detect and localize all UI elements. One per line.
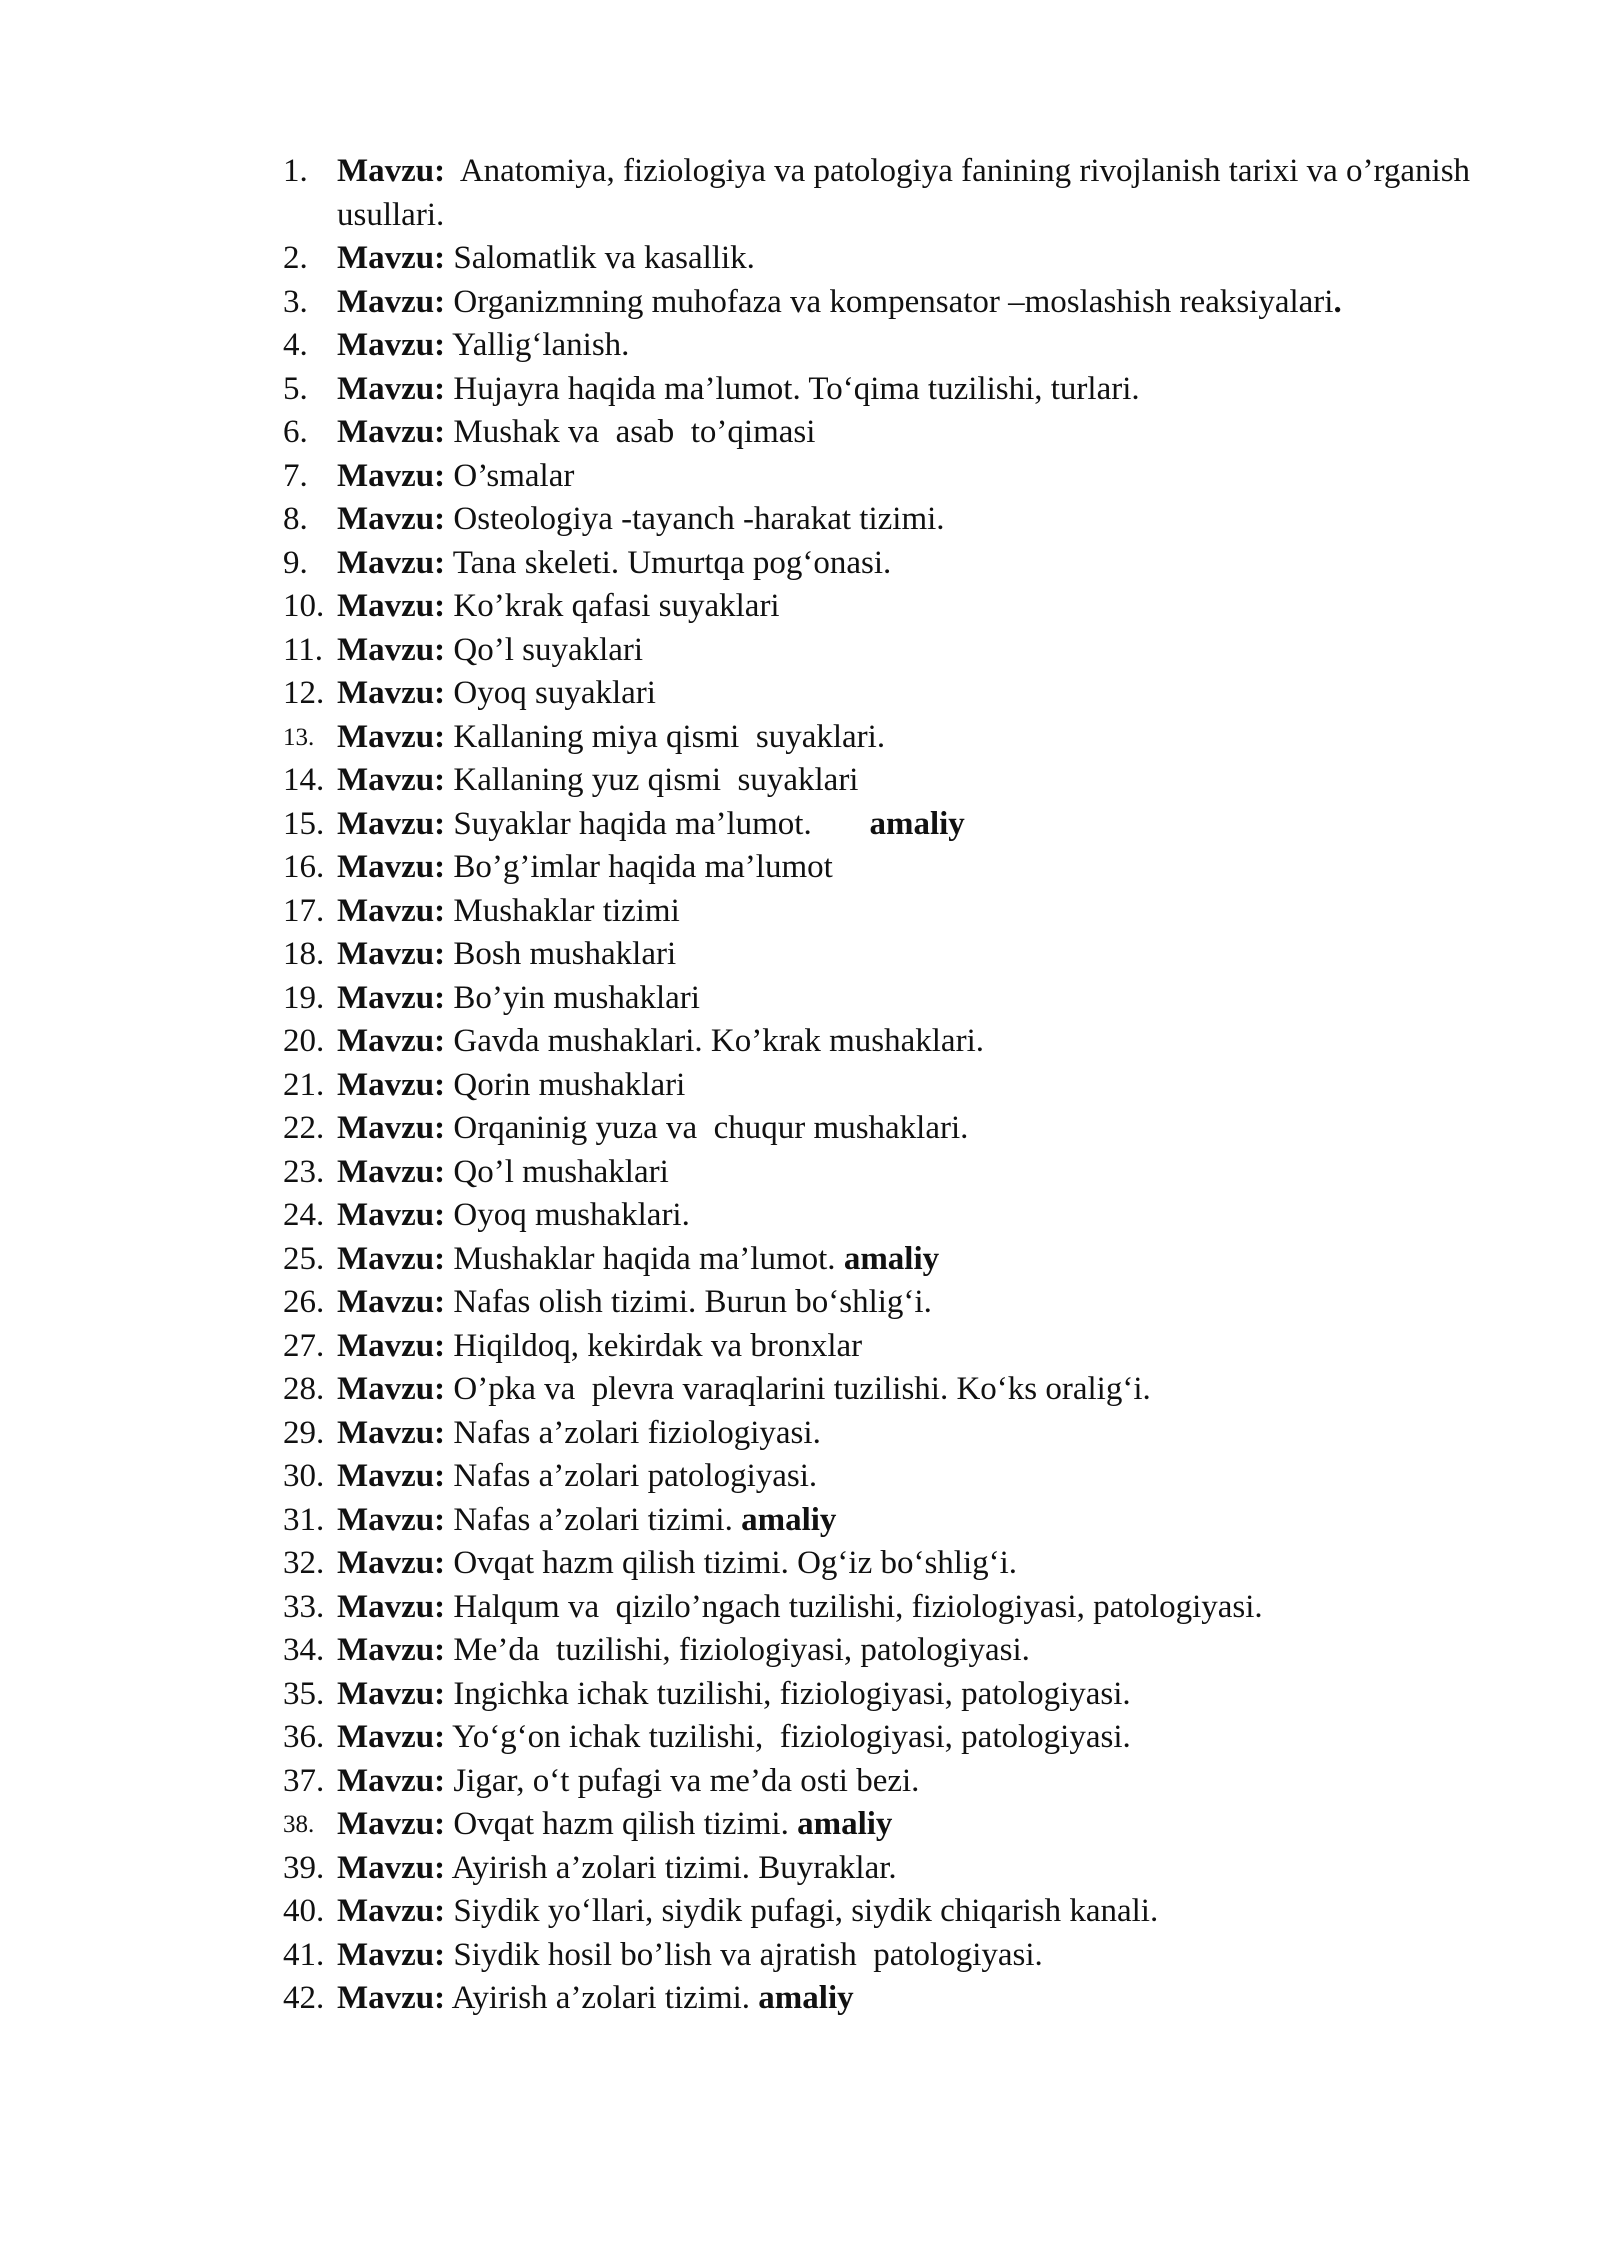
topic-number: 10.	[283, 588, 325, 624]
topic-title: Bo’g’imlar haqida ma’lumot	[445, 849, 833, 885]
topic-item	[283, 977, 1503, 1021]
topic-label: Mavzu:	[337, 283, 446, 320]
topic-label: Mavzu:	[337, 1675, 446, 1712]
topic-label: Mavzu:	[337, 370, 446, 407]
topic-content	[337, 716, 1503, 760]
topic-title: Yo‘g‘on ichak tuzilishi, fiziologiyasi, patologiyasi.	[445, 1719, 1131, 1755]
topic-title: Siydik hosil bo’lish va ajratish patologiyasi.	[445, 1936, 1043, 1973]
topic-title: Kallaning yuz qismi suyaklari	[445, 762, 859, 798]
topic-content	[337, 1629, 1503, 1673]
topic-title: Orqaninig yuza va chuqur mushaklari.	[445, 1110, 969, 1146]
topic-content	[337, 1020, 1503, 1064]
topic-title: Organizmning muhofaza va kompensator –moslashish reaksiyalari	[445, 283, 1334, 320]
topic-number: 1.	[283, 153, 308, 189]
topic-number: 25.	[283, 1240, 325, 1277]
topic-label: Mavzu:	[337, 1284, 446, 1320]
topic-number: 42.	[283, 1980, 325, 2016]
topic-label: Mavzu:	[337, 805, 446, 842]
topic-content	[337, 498, 1503, 542]
topic-item	[283, 803, 1503, 847]
topic-number: 26.	[283, 1284, 325, 1320]
topic-number: 7.	[283, 457, 308, 494]
topic-number: 15.	[283, 805, 325, 842]
topic-number: 21.	[283, 1066, 325, 1103]
topic-item	[283, 1673, 1503, 1717]
topic-title: Osteologiya -tayanch -harakat tizimi.	[445, 501, 945, 537]
topic-item	[283, 629, 1503, 673]
topic-label: Mavzu:	[337, 1501, 446, 1538]
topic-content	[337, 977, 1503, 1021]
topic-label: Mavzu:	[337, 1588, 446, 1625]
topic-item	[283, 1934, 1503, 1978]
topic-item	[283, 324, 1503, 368]
topic-title: Mushaklar haqida ma’lumot.	[445, 1240, 844, 1277]
topic-number: 18.	[283, 936, 325, 972]
topic-title: Hiqildoq, kekirdak va bronxlar	[445, 1327, 863, 1364]
topic-number: 6.	[283, 414, 308, 450]
topic-number: 17.	[283, 892, 325, 929]
topic-title: Nafas olish tizimi. Burun bo‘shlig‘i.	[445, 1284, 932, 1320]
topic-note: amaliy	[797, 1806, 893, 1842]
topic-note: amaliy	[758, 1980, 854, 2016]
topic-label: Mavzu:	[337, 1849, 446, 1886]
topic-title: Qo’l suyaklari	[445, 631, 644, 668]
topic-label: Mavzu:	[337, 1414, 446, 1451]
topic-title: Mushak va asab to’qimasi	[445, 414, 816, 450]
topic-item	[283, 1586, 1503, 1630]
topic-number: 14.	[283, 762, 325, 798]
topic-number: 30.	[283, 1458, 325, 1494]
topic-number: 23.	[283, 1153, 325, 1190]
topic-label: Mavzu:	[337, 892, 446, 929]
topic-item	[283, 672, 1503, 716]
topic-title: Hujayra haqida ma’lumot. To‘qima tuzilishi, turlari.	[445, 370, 1140, 407]
topic-title: Halqum va qizilo’ngach tuzilishi, fiziologiyasi, patologiyasi.	[445, 1588, 1263, 1625]
topic-label: Mavzu:	[337, 588, 446, 624]
topic-content	[337, 1281, 1503, 1325]
topic-content	[337, 324, 1503, 368]
topic-item	[283, 1412, 1503, 1456]
topic-label: Mavzu:	[337, 1632, 446, 1668]
topic-number: 11.	[283, 631, 324, 668]
topic-item	[283, 1064, 1503, 1108]
topic-content	[337, 237, 1503, 281]
topic-title: Ayirish a’zolari tizimi. Buyraklar.	[445, 1849, 897, 1886]
topic-number: 13.	[283, 723, 315, 751]
topic-number: 41.	[283, 1936, 325, 1973]
topic-item	[283, 1151, 1503, 1195]
topic-item	[283, 846, 1503, 890]
topic-label: Mavzu:	[337, 1110, 446, 1146]
topic-number: 12.	[283, 675, 325, 711]
topic-item	[283, 455, 1503, 499]
topic-content	[337, 1194, 1503, 1238]
topic-content	[337, 455, 1503, 499]
topic-number: 34.	[283, 1632, 325, 1668]
topic-title: Qorin mushaklari	[445, 1066, 686, 1103]
topic-content	[337, 1107, 1503, 1151]
topic-content	[337, 281, 1503, 325]
topic-number: 4.	[283, 327, 308, 363]
topic-content	[337, 1716, 1503, 1760]
topic-number: 35.	[283, 1675, 325, 1712]
topic-number: 9.	[283, 544, 308, 581]
topic-label: Mavzu:	[337, 1762, 446, 1799]
topic-number: 39.	[283, 1849, 325, 1886]
topic-item	[283, 759, 1503, 803]
topic-title: O’pka va plevra varaqlarini tuzilishi. Ko‘ks oralig‘i.	[445, 1371, 1151, 1407]
topic-item	[283, 542, 1503, 586]
topic-item	[283, 1107, 1503, 1151]
topic-content	[337, 411, 1503, 455]
topic-label: Mavzu:	[337, 1980, 446, 2016]
topic-label: Mavzu:	[337, 240, 446, 276]
topic-title: Nafas a’zolari tizimi.	[445, 1501, 742, 1538]
topic-label: Mavzu:	[337, 1240, 446, 1277]
topic-item	[283, 1368, 1503, 1412]
topic-number: 32.	[283, 1545, 325, 1581]
topic-title: Yallig‘lanish.	[445, 327, 630, 363]
topic-note: amaliy	[869, 805, 965, 842]
topic-title: Kallaning miya qismi suyaklari.	[445, 718, 886, 755]
topic-item	[283, 498, 1503, 542]
topic-item	[283, 1847, 1503, 1891]
topic-item	[283, 237, 1503, 281]
topic-content	[337, 1803, 1503, 1847]
topic-content	[337, 542, 1503, 586]
topic-content	[337, 1412, 1503, 1456]
topic-title: Nafas a’zolari patologiyasi.	[445, 1458, 818, 1494]
topic-label: Mavzu:	[337, 501, 446, 537]
topic-title: O’smalar	[445, 457, 575, 494]
topic-number: 31.	[283, 1501, 325, 1538]
topic-label: Mavzu:	[337, 1936, 446, 1973]
topic-label: Mavzu:	[337, 1806, 446, 1842]
topic-number: 20.	[283, 1023, 325, 1059]
topic-title: Ko’krak qafasi suyaklari	[445, 588, 780, 624]
topic-content	[337, 1586, 1503, 1630]
topic-note: amaliy	[843, 1240, 940, 1277]
topic-title: Ingichka ichak tuzilishi, fiziologiyasi, patologiyasi.	[445, 1675, 1131, 1712]
topic-item	[283, 368, 1503, 412]
topic-item	[283, 890, 1503, 934]
topic-content	[337, 1151, 1503, 1195]
topic-title: Bo’yin mushaklari	[445, 979, 700, 1016]
topic-label: Mavzu:	[337, 457, 446, 494]
topic-label: Mavzu:	[337, 849, 446, 885]
topic-title: Qo’l mushaklari	[445, 1153, 669, 1190]
topic-label: Mavzu:	[337, 544, 446, 581]
topic-item	[283, 933, 1503, 977]
topic-item	[283, 150, 1503, 237]
topic-number: 29.	[283, 1414, 325, 1451]
topic-content	[337, 150, 1503, 237]
topic-content	[337, 1934, 1503, 1978]
topic-label: Mavzu:	[337, 1893, 446, 1929]
topic-item	[283, 716, 1503, 760]
topic-number: 28.	[283, 1371, 325, 1407]
topic-label: Mavzu:	[337, 1545, 446, 1581]
topic-title: Ovqat hazm qilish tizimi.	[445, 1806, 798, 1842]
topic-number: 40.	[283, 1893, 325, 1929]
topic-title: Gavda mushaklari. Ko’krak mushaklari.	[445, 1023, 984, 1059]
topic-number: 19.	[283, 979, 325, 1016]
topic-title: Bosh mushaklari	[445, 936, 677, 972]
topic-label: Mavzu:	[337, 414, 446, 450]
topic-label: Mavzu:	[337, 631, 446, 668]
topic-item	[283, 1020, 1503, 1064]
topic-title: Nafas a’zolari fiziologiyasi.	[445, 1414, 821, 1451]
topic-item	[283, 1238, 1503, 1282]
topic-content	[337, 1673, 1503, 1717]
topic-item	[283, 1890, 1503, 1934]
topic-content	[337, 759, 1503, 803]
topic-number: 38.	[283, 1811, 315, 1838]
topic-item	[283, 1760, 1503, 1804]
topic-title: Mushaklar tizimi	[445, 892, 680, 929]
topic-content	[337, 672, 1503, 716]
topic-item	[283, 411, 1503, 455]
topic-content	[337, 1890, 1503, 1934]
topic-title: Ovqat hazm qilish tizimi. Og‘iz bo‘shlig‘i.	[445, 1545, 1018, 1581]
topic-content	[337, 1847, 1503, 1891]
topic-note: .	[1333, 283, 1342, 320]
topic-content	[337, 1977, 1503, 2021]
topic-label: Mavzu:	[337, 327, 446, 363]
topic-item	[283, 585, 1503, 629]
topic-content	[337, 1455, 1503, 1499]
topic-number: 5.	[283, 370, 308, 407]
topic-number: 36.	[283, 1719, 325, 1755]
topic-content	[337, 368, 1503, 412]
topic-item	[283, 1542, 1503, 1586]
topic-label: Mavzu:	[337, 718, 446, 755]
topic-label: Mavzu:	[337, 1719, 446, 1755]
topic-item	[283, 1803, 1503, 1847]
topic-item	[283, 1194, 1503, 1238]
topic-content	[337, 1499, 1503, 1543]
topic-number: 27.	[283, 1327, 325, 1364]
topic-label: Mavzu:	[337, 762, 446, 798]
topic-item	[283, 1499, 1503, 1543]
topic-label: Mavzu:	[337, 1458, 446, 1494]
topic-title: Ayirish a’zolari tizimi.	[445, 1980, 759, 2016]
topic-content	[337, 846, 1503, 890]
topic-number: 33.	[283, 1588, 325, 1625]
topic-title: Anatomiya, fiziologiya va patologiya fanining rivojlanish tarixi va o’rganish usullari.	[337, 153, 1479, 233]
topic-number: 8.	[283, 501, 308, 537]
topic-list	[283, 150, 1503, 2021]
topic-content	[337, 1542, 1503, 1586]
topic-content	[337, 629, 1503, 673]
topic-item	[283, 1977, 1503, 2021]
topic-title: Suyaklar haqida ma’lumot.	[445, 805, 870, 842]
topic-item	[283, 1716, 1503, 1760]
topic-item	[283, 1455, 1503, 1499]
topic-note: amaliy	[741, 1501, 837, 1538]
topic-number: 22.	[283, 1110, 325, 1146]
topic-content	[337, 1368, 1503, 1412]
topic-item	[283, 1325, 1503, 1369]
topic-label: Mavzu:	[337, 675, 446, 711]
topic-label: Mavzu:	[337, 1371, 446, 1407]
topic-number: 3.	[283, 283, 308, 320]
topic-label: Mavzu:	[337, 1197, 446, 1233]
topic-content	[337, 890, 1503, 934]
topic-content	[337, 585, 1503, 629]
topic-content	[337, 933, 1503, 977]
topic-number: 2.	[283, 240, 308, 276]
topic-label: Mavzu:	[337, 936, 446, 972]
topic-content	[337, 1760, 1503, 1804]
topic-item	[283, 1281, 1503, 1325]
topic-item	[283, 281, 1503, 325]
topic-label: Mavzu:	[337, 153, 446, 189]
topic-title: Oyoq suyaklari	[445, 675, 656, 711]
topic-content	[337, 1064, 1503, 1108]
topic-title: Jigar, o‘t pufagi va me’da osti bezi.	[445, 1762, 920, 1799]
topic-title: Siydik yo‘llari, siydik pufagi, siydik chiqarish kanali.	[445, 1893, 1159, 1929]
topic-content	[337, 1325, 1503, 1369]
topic-number: 24.	[283, 1197, 325, 1233]
topic-number: 16.	[283, 849, 325, 885]
topic-label: Mavzu:	[337, 1066, 446, 1103]
topic-label: Mavzu:	[337, 1023, 446, 1059]
topic-number: 37.	[283, 1762, 325, 1799]
topic-content	[337, 803, 1503, 847]
topic-title: Oyoq mushaklari.	[445, 1197, 690, 1233]
topic-title: Salomatlik va kasallik.	[445, 240, 755, 276]
topic-title: Me’da tuzilishi, fiziologiyasi, patologiyasi.	[445, 1632, 1030, 1668]
topic-label: Mavzu:	[337, 1153, 446, 1190]
topic-item	[283, 1629, 1503, 1673]
topic-label: Mavzu:	[337, 1327, 446, 1364]
topic-content	[337, 1238, 1503, 1282]
topic-label: Mavzu:	[337, 979, 446, 1016]
topic-title: Tana skeleti. Umurtqa pog‘onasi.	[445, 544, 892, 581]
